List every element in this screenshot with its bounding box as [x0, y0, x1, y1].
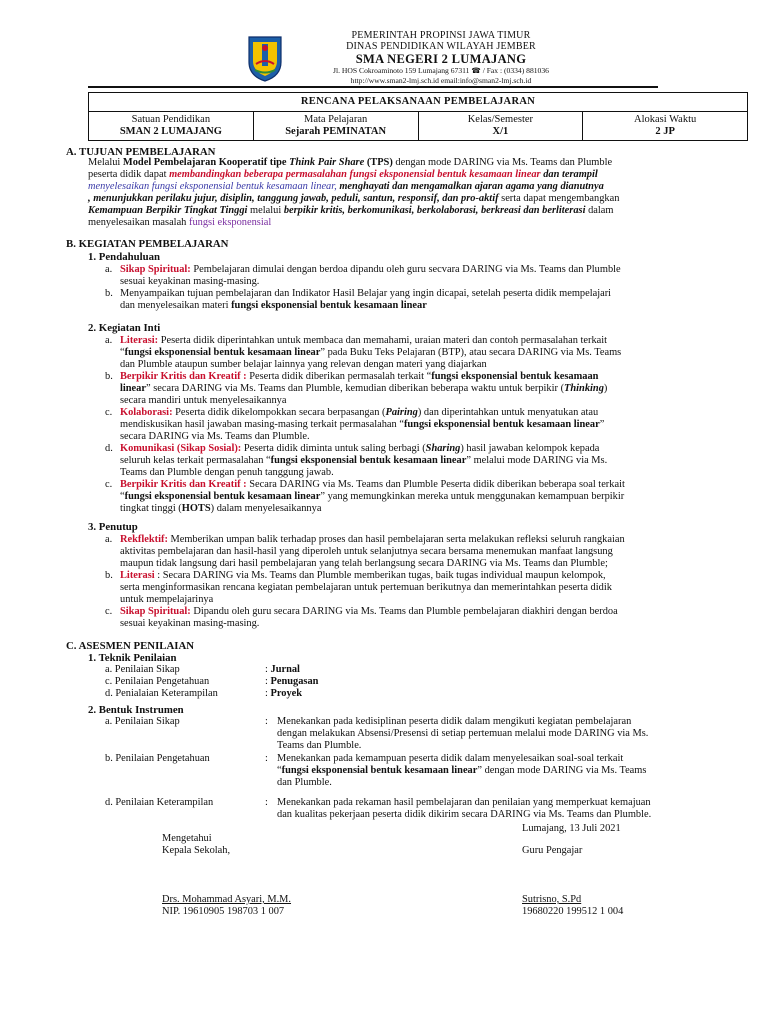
text: “: [277, 765, 282, 776]
province-emblem-icon: [246, 34, 284, 82]
text: fungsi eksponensial bentuk kesamaan linear: [403, 419, 600, 430]
text: Dipandu oleh guru secara DARING via Ms. Teams dan Plumble pembelajaran diakhiri dengan berdoa: [190, 606, 618, 617]
item-value: [277, 753, 747, 789]
signature-right: [522, 894, 623, 918]
text-line: [105, 455, 745, 467]
item-label: a.: [105, 534, 113, 545]
text-line: [105, 491, 745, 503]
text: dan Plumble ataupun sumber belajar lainnya yang relevan dengan materi yang diajarkan: [120, 359, 487, 370]
pendahuluan-title: 1. Pendahuluan: [88, 251, 161, 263]
item-label: b.: [105, 288, 113, 299]
cell-label: Alokasi Waktu: [634, 114, 697, 125]
text: fungsi eksponensial: [188, 217, 272, 228]
section-a-heading: A. TUJUAN PEMBELAJARAN: [66, 146, 216, 158]
cell-label: Mata Pelajaran: [303, 114, 368, 125]
item-label: a.: [105, 264, 113, 275]
text: Berpikir Kritis dan Kreatif :: [120, 371, 247, 382]
text: Think Pair Share: [289, 157, 365, 168]
text-line: [88, 169, 738, 181]
text: membandingkan beberapa permasalahan fungsi eksponensial bentuk kesamaan linear: [169, 169, 541, 180]
text: fungsi eksponensial bentuk kesamaan linear: [270, 455, 467, 466]
text: Berpikir Kritis dan Kreatif :: [120, 479, 247, 490]
kegiatan-inti-title: 2. Kegiatan Inti: [88, 322, 161, 334]
text: ” secara DARING via Ms. Teams dan Plumble, kemudian diberikan beberapa waktu untuk berpikir (: [145, 383, 565, 394]
text-line: [105, 479, 745, 491]
text-line: [105, 359, 745, 371]
text: Thinking: [564, 383, 604, 394]
colon: :: [265, 797, 268, 808]
list-item: [105, 716, 755, 752]
text-line: [105, 443, 745, 455]
text: Peserta didik dikelompokkan secara berpasangan (: [172, 407, 386, 418]
letterhead-divider: [88, 86, 658, 88]
text: ” dengan mode DARING via Ms. Teams: [477, 765, 647, 776]
text: Peserta didik diberikan permasalah terkait “: [246, 371, 432, 382]
text: Melalui: [88, 157, 123, 168]
list-item: d. Penialaian Keterampilan : Proyek: [105, 688, 303, 699]
text: fungsi eksponensial bentuk kesamaan linear: [231, 300, 427, 311]
pendahuluan-body: [105, 264, 745, 312]
text: dan Plumble.: [277, 777, 332, 788]
cell-value: X/1: [492, 126, 509, 137]
text-line: [105, 546, 745, 558]
text: dengan mode DARING via Ms. Teams dan Plumble: [392, 157, 613, 168]
kegiatan-inti-body: [105, 335, 745, 515]
signature-right-heading: Guru Pengajar: [522, 845, 583, 856]
rpp-header-table: [88, 92, 748, 141]
text: sesuai keyakinan masing-masing.: [120, 276, 260, 287]
item-value: [277, 797, 747, 821]
text: melalui: [247, 205, 284, 216]
list-item: c. Penilaian Pengetahuan : Penugasan: [105, 676, 319, 687]
text-line: [105, 419, 745, 431]
cell-label: Kelas/Semester: [467, 114, 534, 125]
text-line: [105, 347, 745, 359]
text: Rekflektif:: [120, 534, 168, 545]
text: maupun tidak langsung dari hasil pembelajaran yang telah berlangsung secara DARING via Ms. Teams dan Plumble;: [120, 558, 608, 569]
text: serta dapat mengembangkan: [498, 193, 620, 204]
cell-satuan: [89, 112, 254, 141]
teknik-penilaian-title: 1. Teknik Penilaian: [88, 652, 177, 664]
cell-value: 2 JP: [655, 126, 675, 137]
text-line: [105, 534, 745, 546]
item-label: d. Penilaian Keterampilan: [105, 797, 214, 808]
text: , menunjukkan perilaku jujur, disiplin, tanggung jawab, peduli, santun, responsif, dan pro-aktif: [88, 193, 499, 204]
letterhead-line-1: PEMERINTAH PROPINSI JAWA TIMUR: [351, 30, 531, 41]
text: Kepala Sekolah,: [162, 845, 231, 856]
text-line: [105, 594, 745, 606]
letterhead-line-2: DINAS PENDIDIKAN WILAYAH JEMBER: [346, 41, 536, 52]
text: Teams dan Plumble.: [277, 740, 362, 751]
text: tingkat tinggi (: [120, 503, 182, 514]
text: “: [120, 347, 125, 358]
text: ): [603, 383, 608, 394]
signature-left: [162, 894, 291, 918]
school-address: Jl. HOS Cokroaminoto 159 Lumajang 67311 ☎ / Fax : (0334) 881036: [333, 66, 549, 75]
item-label: b. Penilaian Pengetahuan: [105, 753, 210, 764]
text: mendiskusikan hasil jawaban masing-masing terkait permasalahan “: [120, 419, 404, 430]
section-a-body: [88, 157, 738, 229]
school-web: http://www.sman2-lmj.sch.id email:info@sman2-lmj.sch.id: [350, 75, 532, 85]
text: menyelesaikan masalah: [88, 217, 189, 228]
text: Peserta didik diminta untuk saling berbagi (: [241, 443, 426, 454]
text: Teams dan Plumble dengan penuh tanggung jawab.: [120, 467, 334, 478]
text-line: [105, 264, 745, 276]
text: Model Pembelajaran Kooperatif tipe: [122, 157, 290, 168]
place-date: Lumajang, 13 Juli 2021: [522, 823, 621, 834]
text: Mengetahui: [162, 833, 212, 844]
text: secara DARING via Ms. Teams dan Plumble.: [120, 431, 310, 442]
text-line: [105, 503, 745, 515]
text: dan kualitas pekerjaan peserta didik dikirim secara DARING via Ms. Teams dan Plumble.: [277, 809, 652, 820]
text: HOTS: [181, 503, 211, 514]
text: fungsi eksponensial bentuk kesamaan: [431, 371, 599, 382]
item-label: d. Penialaian Keterampilan: [105, 688, 218, 699]
item-label: b.: [105, 570, 113, 581]
cell-value: Sejarah PEMINATAN: [285, 126, 387, 137]
text: Peserta didik diperintahkan untuk membaca dan memahami, uraian materi dan contoh permasalahan terkait: [158, 335, 608, 346]
text: Literasi:: [120, 335, 159, 346]
text: aktivitas pembelajaran dan hasil-hasil yang diperoleh untuk selanjutnya secara bersama menemukan manfaat langsung: [120, 546, 613, 557]
teacher-name: Sutrisno, S.Pd: [522, 894, 582, 905]
text: seluruh kelas terkait permasalahan “: [120, 455, 271, 466]
section-b-heading: B. KEGIATAN PEMBELAJARAN: [66, 238, 229, 250]
text-line: [105, 276, 745, 288]
text: Sikap Spiritual:: [120, 606, 191, 617]
text-line: [105, 395, 745, 407]
text-line: [88, 193, 738, 205]
text: ” melalui mode DARING via Ms.: [466, 455, 608, 466]
item-value: [277, 716, 747, 752]
text: Pembelajaran dimulai dengan berdoa dipandu oleh guru secvara DARING via Ms. Teams dan Plumble: [190, 264, 621, 275]
text: ” pada Buku Teks Pelajaran (BTP), atau secara DARING via Ms. Teams: [320, 347, 622, 358]
text: dan menyelesaikan materi: [120, 300, 232, 311]
text-line: [105, 467, 745, 479]
text-line: [105, 606, 745, 618]
item-label: b.: [105, 371, 113, 382]
text: secara mandiri untuk menyelesaikannya: [120, 395, 287, 406]
text: dan terampil: [540, 169, 598, 180]
text: ) hasil jawaban kelompok kepada: [460, 443, 600, 454]
bentuk-instrumen-list: [105, 716, 755, 821]
item-value: Jurnal: [270, 664, 300, 675]
cell-mapel: [253, 112, 418, 141]
cell-alokasi: [583, 112, 748, 141]
text: Pairing: [385, 407, 418, 418]
text: Sharing: [425, 443, 461, 454]
signature-left-heading: [162, 833, 230, 857]
section-c-heading: C. ASESMEN PENILAIAN: [66, 640, 195, 652]
text: “: [120, 491, 125, 502]
text-line: [105, 431, 745, 443]
text: Literasi: [120, 570, 155, 581]
item-label: a. Penilaian Sikap: [105, 664, 180, 675]
principal-name: Drs. Mohammad Asyari, M.M.: [162, 894, 292, 905]
text-line: [105, 582, 745, 594]
text: Menyampaikan tujuan pembelajaran dan Indikator Hasil Belajar yang ingin dicapai, setelah peserta didik mempelajari: [120, 288, 612, 299]
item-label: c.: [105, 407, 113, 418]
text: : Secara DARING via Ms. Teams dan Plumble memberikan tugas, baik tugas individual maupun kelompok,: [154, 570, 606, 581]
list-item: [105, 797, 755, 821]
colon: :: [265, 716, 268, 727]
text: Komunikasi (Sikap Sosial):: [120, 443, 242, 454]
text: fungsi eksponensial bentuk kesamaan linear: [124, 491, 321, 502]
item-value: Proyek: [270, 688, 303, 699]
item-label: c.: [105, 606, 113, 617]
cell-value: SMAN 2 LUMAJANG: [119, 126, 222, 137]
list-item: a. Penilaian Sikap : Jurnal: [105, 664, 300, 675]
teknik-penilaian-list: [105, 664, 505, 700]
text: berpikir kritis, berkomunikasi, berkolaborasi, berkreasi dan berliterasi: [283, 205, 586, 216]
penutup-title: 3. Penutup: [88, 521, 138, 533]
text: dengan melakukan Absensi/Presensi di setiap pertemuan melalui mode DARING via Ms.: [277, 728, 649, 739]
text: fungsi eksponensial bentuk kesamaan linear: [124, 347, 321, 358]
cell-label: Satuan Pendidikan: [131, 114, 211, 125]
text-line: [105, 407, 745, 419]
text-line: [105, 570, 745, 582]
text-line: [88, 157, 738, 169]
text-line: [88, 217, 738, 229]
item-label: c.: [105, 479, 113, 490]
text: linear: [120, 383, 146, 394]
text: Memberikan umpan balik terhadap proses dan hasil pembelajaran serta melakukan refleksi seluruh rangkaian: [167, 534, 625, 545]
item-label: a. Penilaian Sikap: [105, 716, 180, 727]
text-line: [105, 288, 745, 300]
list-item: [105, 753, 755, 789]
school-name: SMA NEGERI 2 LUMAJANG: [355, 52, 527, 66]
text: Menekankan pada rekaman hasil pembelajaran dan penilaian yang memperkuat kemajuan: [277, 797, 651, 808]
text-line: [105, 300, 745, 312]
text: serta menginformasikan rencana kegiatan pembelajaran untuk pertemuan berikutnya dan memerintahkan peserta didik: [120, 582, 612, 593]
text: fungsi eksponensial bentuk kesamaan linear: [281, 765, 478, 776]
text: Menekankan pada kemampuan peserta didik dalam menyelesaikan soal-soal terkait: [277, 753, 624, 764]
letterhead: [240, 30, 570, 85]
text: Secara DARING via Ms. Teams dan Plumble Peserta didik diberikan beberapa soal terkait: [246, 479, 625, 490]
item-value: Penugasan: [270, 676, 319, 687]
principal-nip: NIP. 19610905 198703 1 007: [162, 906, 285, 917]
text: ) dalam menyelesaikannya: [210, 503, 322, 514]
bentuk-instrumen-title: 2. Bentuk Instrumen: [88, 704, 184, 716]
text: ”: [599, 419, 605, 430]
text-line: [105, 335, 745, 347]
text-line: [88, 205, 738, 217]
text: Sikap Spiritual:: [120, 264, 191, 275]
text-line: [105, 383, 745, 395]
text: dalam: [585, 205, 614, 216]
text-line: [88, 181, 738, 193]
text: (TPS): [364, 157, 393, 168]
text: Kemampuan Berpikir Tingkat Tinggi: [88, 205, 248, 216]
text: sesuai keyakinan masing-masing.: [120, 618, 260, 629]
text-line: [105, 371, 745, 383]
penutup-body: [105, 534, 745, 630]
cell-kelas: [418, 112, 583, 141]
text: Menekankan pada kedisiplinan peserta didik dalam mengikuti kegiatan pembelajaran: [277, 716, 632, 727]
item-label: a.: [105, 335, 113, 346]
text: ) dan diperintahkan untuk menyatukan atau: [417, 407, 599, 418]
item-label: c. Penilaian Pengetahuan: [105, 676, 210, 687]
text: menyelesaikan fungsi eksponensial bentuk kesamaan linear,: [88, 181, 337, 192]
text-line: [105, 558, 745, 570]
teacher-nip: 19680220 199512 1 004: [522, 906, 624, 917]
text: menghayati dan mengamalkan ajaran agama yang dianutnya: [336, 181, 604, 192]
text: ” yang memungkinkan mereka untuk menggunakan kemampuan berpikir: [320, 491, 625, 502]
text-line: [105, 618, 745, 630]
text: untuk mempelajarinya: [120, 594, 214, 605]
text: peserta didik dapat: [88, 169, 170, 180]
text: Kolaborasi:: [120, 407, 173, 418]
item-label: d.: [105, 443, 113, 454]
colon: :: [265, 753, 268, 764]
rpp-title: RENCANA PELAKSANAAN PEMBELAJARAN: [89, 93, 748, 112]
